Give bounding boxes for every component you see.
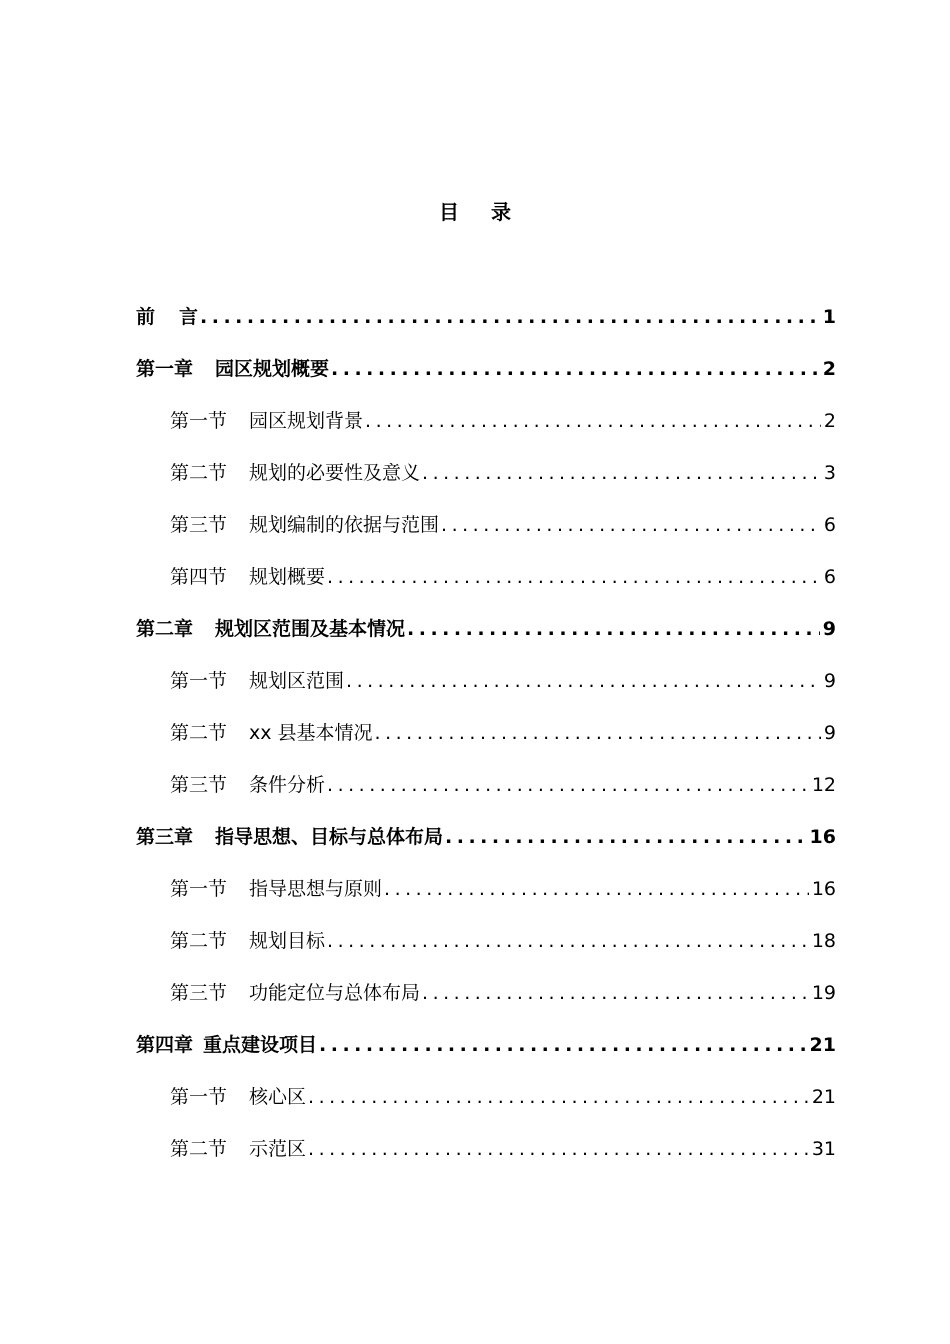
- toc-entry-chapter-1[interactable]: [136, 354, 836, 406]
- toc-page-number: 21: [809, 1034, 836, 1056]
- toc-entry-section[interactable]: [136, 666, 836, 718]
- toc-entry-number: 前: [136, 306, 156, 328]
- toc-page-number: 6: [823, 514, 836, 536]
- toc-entry-number: 第二节: [170, 1138, 228, 1160]
- toc-entry-label: 园区规划背景: [249, 410, 364, 432]
- dot-leader: [422, 458, 821, 488]
- toc-page-number: 9: [822, 618, 836, 640]
- page-title: 目录: [439, 200, 543, 224]
- dot-leader: [327, 926, 809, 956]
- toc-entry-label: 规划区范围及基本情况: [215, 618, 406, 640]
- dot-leader: [407, 614, 820, 644]
- toc-page-number: 19: [811, 982, 836, 1004]
- toc-entry-number: 第三节: [170, 774, 228, 796]
- toc-entry-label: 规划的必要性及意义: [249, 462, 421, 484]
- toc-entry-label: 规划目标: [249, 930, 326, 952]
- toc-entry-label: 重点建设项目: [203, 1034, 318, 1056]
- toc-entry-chapter-2[interactable]: [136, 614, 836, 666]
- toc-entry-section[interactable]: [136, 1134, 836, 1186]
- toc-page-number: 16: [811, 878, 836, 900]
- toc-entry-number: 第四节: [170, 566, 228, 588]
- toc-entry-number: 第二章: [136, 618, 194, 640]
- toc-page-number: 18: [811, 930, 836, 952]
- dot-leader: [331, 354, 820, 384]
- dot-leader: [375, 718, 821, 748]
- toc-entry-section[interactable]: [136, 510, 836, 562]
- dot-leader: [327, 770, 809, 800]
- toc-entry-number: 第四章: [136, 1034, 194, 1056]
- toc-entry-number: 第一章: [136, 358, 194, 380]
- toc-entry-number: 第一节: [170, 878, 228, 900]
- toc-entry-label: 言: [179, 306, 199, 328]
- toc-entry-section[interactable]: [136, 926, 836, 978]
- toc-entry-chapter-3[interactable]: [136, 822, 836, 874]
- toc-page-number: 21: [811, 1086, 836, 1108]
- toc-entry-number: 第二节: [170, 462, 228, 484]
- dot-leader: [308, 1082, 809, 1112]
- toc-page-number: 12: [811, 774, 836, 796]
- toc-page-number: 16: [809, 826, 836, 848]
- toc-entry-label: 规划概要: [249, 566, 326, 588]
- toc-page-number: 2: [822, 358, 836, 380]
- table-of-contents: [136, 302, 836, 1186]
- toc-entry-section[interactable]: [136, 770, 836, 822]
- toc-entry-number: 第一节: [170, 670, 228, 692]
- toc-page-number: 1: [822, 306, 836, 328]
- toc-entry-section[interactable]: [136, 458, 836, 510]
- toc-entry-number: 第三节: [170, 982, 228, 1004]
- toc-entry-label: xx 县基本情况: [249, 722, 373, 744]
- toc-page-number: 9: [823, 722, 836, 744]
- toc-entry-section[interactable]: [136, 718, 836, 770]
- toc-page-number: 9: [823, 670, 836, 692]
- toc-entry-label: 指导思想、目标与总体布局: [215, 826, 444, 848]
- dot-leader: [308, 1134, 809, 1164]
- toc-entry-label: 指导思想与原则: [249, 878, 383, 900]
- toc-entry-section[interactable]: [136, 1082, 836, 1134]
- toc-entry-label: 条件分析: [249, 774, 326, 796]
- toc-entry-number: 第二节: [170, 930, 228, 952]
- toc-entry-label: 规划编制的依据与范围: [249, 514, 440, 536]
- toc-entry-label: 功能定位与总体布局: [249, 982, 421, 1004]
- dot-leader: [445, 822, 807, 852]
- toc-page-number: 3: [823, 462, 836, 484]
- dot-leader: [346, 666, 821, 696]
- toc-entry-label: 核心区: [249, 1086, 307, 1108]
- toc-entry-number: 第二节: [170, 722, 228, 744]
- toc-entry-section[interactable]: [136, 978, 836, 1030]
- dot-leader: [319, 1030, 807, 1060]
- dot-leader: [200, 302, 820, 332]
- toc-entry-label: 示范区: [249, 1138, 307, 1160]
- dot-leader: [441, 510, 821, 540]
- dot-leader: [365, 406, 821, 436]
- toc-entry-number: 第一节: [170, 1086, 228, 1108]
- toc-entry-section[interactable]: [136, 406, 836, 458]
- toc-page-number: 2: [823, 410, 836, 432]
- toc-page-number: 6: [823, 566, 836, 588]
- toc-entry-label: 园区规划概要: [215, 358, 330, 380]
- toc-entry-number: 第三章: [136, 826, 194, 848]
- toc-page-number: 31: [811, 1138, 836, 1160]
- dot-leader: [327, 562, 821, 592]
- toc-entry-section[interactable]: [136, 562, 836, 614]
- toc-entry-chapter-4[interactable]: [136, 1030, 836, 1082]
- toc-entry-number: 第一节: [170, 410, 228, 432]
- toc-entry-section[interactable]: [136, 874, 836, 926]
- dot-leader: [384, 874, 809, 904]
- toc-entry-preface[interactable]: [136, 302, 836, 354]
- toc-entry-number: 第三节: [170, 514, 228, 536]
- dot-leader: [422, 978, 809, 1008]
- toc-entry-label: 规划区范围: [249, 670, 345, 692]
